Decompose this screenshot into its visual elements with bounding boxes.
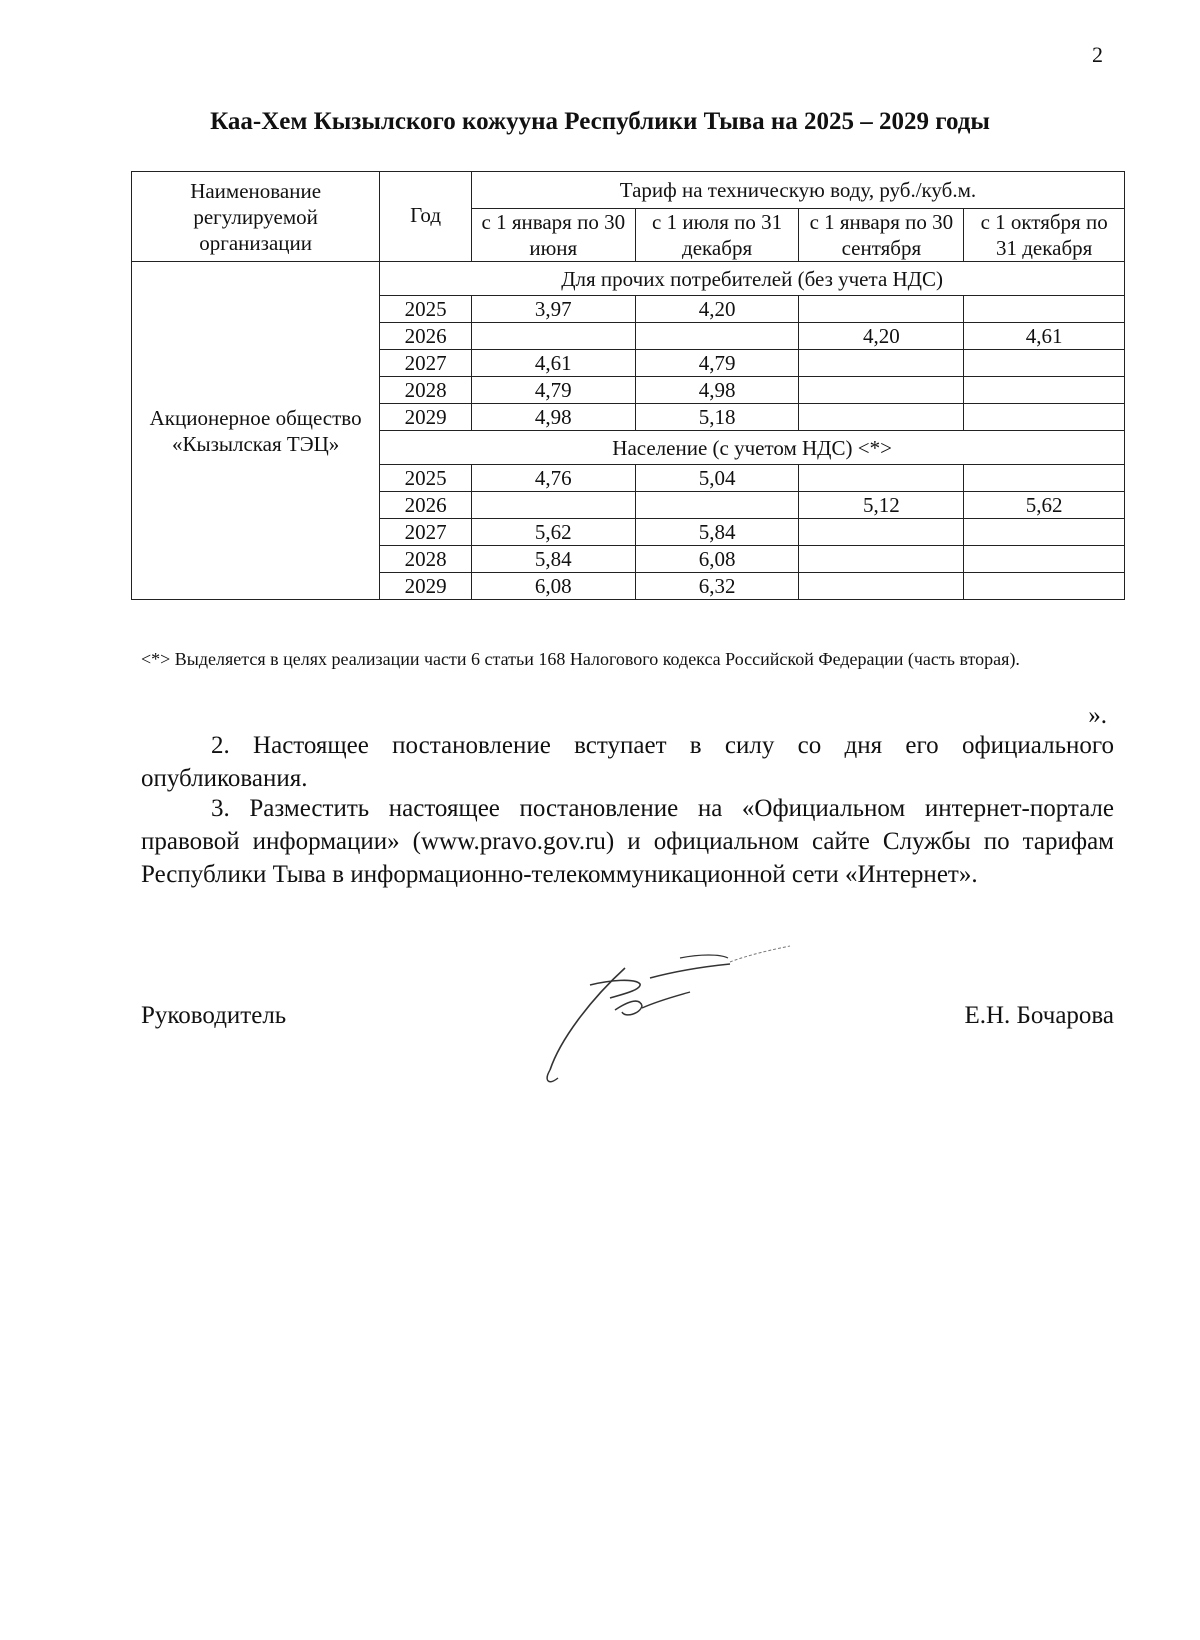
tariff-cell: 4,20 — [799, 323, 964, 350]
tariff-cell: 4,79 — [635, 350, 799, 377]
tariff-cell: 5,84 — [635, 519, 799, 546]
tariff-cell: 5,62 — [964, 492, 1125, 519]
year-cell: 2028 — [380, 546, 472, 573]
year-cell: 2025 — [380, 465, 472, 492]
tariff-cell — [964, 404, 1125, 431]
tariff-cell: 5,62 — [471, 519, 635, 546]
tariff-cell — [799, 573, 964, 600]
year-cell: 2025 — [380, 296, 472, 323]
tariff-cell: 4,79 — [471, 377, 635, 404]
paragraph-3: 3. Разместить настоящее постановление на «Официальном интернет-портале правовой информации» (www.pravo.gov.ru) и официальном сайте Службы по тарифам Республики Тыва в информационно-телекоммуникационной сети «Интернет». — [141, 795, 1114, 888]
tariff-cell — [964, 296, 1125, 323]
signatory-role: Руководитель — [141, 1002, 287, 1029]
tariff-cell: 4,98 — [635, 377, 799, 404]
header-organization: Наименование регулируемой организации — [132, 172, 380, 262]
tariff-cell: 4,98 — [471, 404, 635, 431]
tariff-cell — [799, 465, 964, 492]
tariff-cell — [799, 296, 964, 323]
tariff-cell — [799, 377, 964, 404]
section-label: Население (с учетом НДС) <*> — [380, 431, 1125, 465]
year-cell: 2029 — [380, 573, 472, 600]
tariff-cell — [635, 492, 799, 519]
header-tariff-group: Тариф на техническую воду, руб./куб.м. — [471, 172, 1124, 209]
tariff-cell — [635, 323, 799, 350]
header-period-1: с 1 января по 30 июня — [471, 209, 635, 262]
header-period-2: с 1 июля по 31 декабря — [635, 209, 799, 262]
paragraph-2: 2. Настоящее постановление вступает в силу со дня его официального опубликования. — [141, 732, 1114, 792]
handwritten-signature — [530, 940, 810, 1100]
year-cell: 2029 — [380, 404, 472, 431]
document-title: Каа-Хем Кызылского кожууна Республики Тыва на 2025 – 2029 годы — [210, 108, 990, 135]
section-row — [132, 262, 1125, 296]
tariff-cell: 6,08 — [471, 573, 635, 600]
tariff-cell: 5,04 — [635, 465, 799, 492]
tariff-cell: 5,12 — [799, 492, 964, 519]
year-cell: 2027 — [380, 350, 472, 377]
year-cell: 2028 — [380, 377, 472, 404]
tariff-cell — [799, 350, 964, 377]
tariff-cell — [964, 546, 1125, 573]
footnote: <*> Выделяется в целях реализации части 6 статьи 168 Налогового кодекса Российской Федерации (часть вторая). — [141, 649, 1020, 669]
tariff-table — [131, 171, 1125, 600]
tariff-cell — [964, 377, 1125, 404]
tariff-cell: 5,18 — [635, 404, 799, 431]
tariff-cell — [799, 519, 964, 546]
year-cell: 2026 — [380, 492, 472, 519]
tariff-cell: 3,97 — [471, 296, 635, 323]
tariff-cell: 4,20 — [635, 296, 799, 323]
header-period-3: с 1 января по 30 сентября — [799, 209, 964, 262]
tariff-cell — [799, 546, 964, 573]
signatory-name: Е.Н. Бочарова — [964, 1002, 1114, 1029]
year-cell: 2026 — [380, 323, 472, 350]
tariff-cell — [471, 323, 635, 350]
tariff-cell — [471, 492, 635, 519]
header-period-4: с 1 октября по 31 декабря — [964, 209, 1125, 262]
closing-quote: ». — [1088, 702, 1107, 729]
tariff-cell — [964, 573, 1125, 600]
tariff-cell: 4,61 — [964, 323, 1125, 350]
organization-name: Акционерное общество «Кызылская ТЭЦ» — [132, 262, 380, 600]
tariff-cell — [964, 350, 1125, 377]
tariff-cell: 5,84 — [471, 546, 635, 573]
section-label: Для прочих потребителей (без учета НДС) — [380, 262, 1125, 296]
tariff-cell: 6,32 — [635, 573, 799, 600]
tariff-cell — [964, 519, 1125, 546]
tariff-cell — [964, 465, 1125, 492]
year-cell: 2027 — [380, 519, 472, 546]
tariff-cell — [799, 404, 964, 431]
tariff-cell: 4,76 — [471, 465, 635, 492]
header-year: Год — [380, 172, 472, 262]
tariff-cell: 6,08 — [635, 546, 799, 573]
page-number: 2 — [1092, 42, 1103, 67]
tariff-cell: 4,61 — [471, 350, 635, 377]
